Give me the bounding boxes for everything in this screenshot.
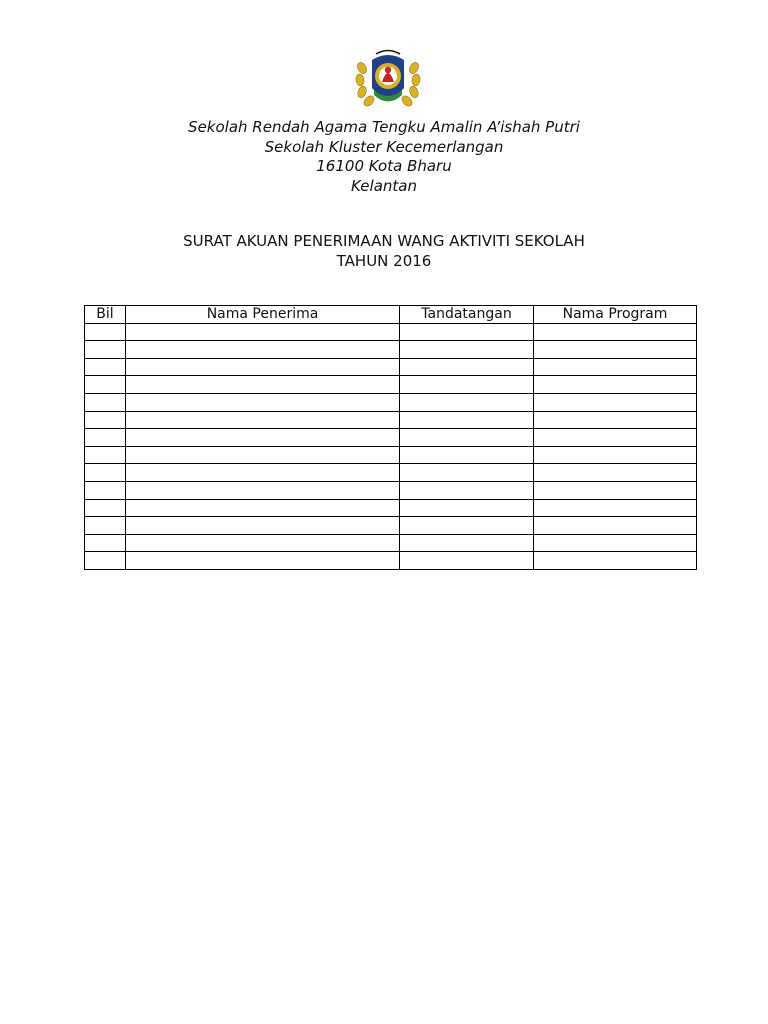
table-cell[interactable] xyxy=(126,341,400,359)
table-cell[interactable] xyxy=(85,499,126,517)
table-row xyxy=(85,376,697,394)
table-cell[interactable] xyxy=(534,499,697,517)
table-row xyxy=(85,323,697,341)
table-cell[interactable] xyxy=(534,481,697,499)
table-row xyxy=(85,411,697,429)
table-cell[interactable] xyxy=(400,429,534,447)
title-line-1: SURAT AKUAN PENERIMAAN WANG AKTIVITI SEKOLAH xyxy=(183,232,585,250)
table-cell[interactable] xyxy=(400,499,534,517)
table-cell[interactable] xyxy=(400,481,534,499)
table-cell[interactable] xyxy=(400,446,534,464)
table-header-row xyxy=(85,306,697,324)
table-cell[interactable] xyxy=(85,464,126,482)
table-cell[interactable] xyxy=(534,358,697,376)
table-row xyxy=(85,446,697,464)
table-cell[interactable] xyxy=(400,534,534,552)
table-cell[interactable] xyxy=(534,429,697,447)
table-cell[interactable] xyxy=(85,376,126,394)
table-cell[interactable] xyxy=(400,517,534,535)
table-cell[interactable] xyxy=(126,376,400,394)
table-cell[interactable] xyxy=(126,358,400,376)
table-cell[interactable] xyxy=(126,552,400,570)
table-row xyxy=(85,393,697,411)
table-cell[interactable] xyxy=(534,393,697,411)
table-row xyxy=(85,499,697,517)
school-category: Sekolah Kluster Kecemerlangan xyxy=(264,137,504,156)
table-cell[interactable] xyxy=(126,429,400,447)
title-line-2: TAHUN 2016 xyxy=(336,252,432,270)
table-cell[interactable] xyxy=(85,393,126,411)
table-cell[interactable] xyxy=(400,358,534,376)
school-address-block xyxy=(0,118,768,196)
table-cell[interactable] xyxy=(85,323,126,341)
table-cell[interactable] xyxy=(534,341,697,359)
table-cell[interactable] xyxy=(400,376,534,394)
document-title xyxy=(0,231,768,271)
table-cell[interactable] xyxy=(126,499,400,517)
table-cell[interactable] xyxy=(400,552,534,570)
table-cell[interactable] xyxy=(85,429,126,447)
table-row xyxy=(85,358,697,376)
table-cell[interactable] xyxy=(534,376,697,394)
table-cell[interactable] xyxy=(534,534,697,552)
state: Kelantan xyxy=(351,176,417,195)
table-cell[interactable] xyxy=(534,323,697,341)
table-cell[interactable] xyxy=(126,323,400,341)
table-cell[interactable] xyxy=(534,446,697,464)
table-cell[interactable] xyxy=(126,446,400,464)
receipt-table xyxy=(84,305,697,570)
table-row xyxy=(85,517,697,535)
table-row xyxy=(85,429,697,447)
table-cell[interactable] xyxy=(85,534,126,552)
table-cell[interactable] xyxy=(85,517,126,535)
table-cell[interactable] xyxy=(126,517,400,535)
postcode-city: 16100 Kota Bharu xyxy=(316,157,452,175)
table-row xyxy=(85,534,697,552)
table-cell[interactable] xyxy=(126,481,400,499)
column-header-nama-penerima: Nama Penerima xyxy=(126,306,400,324)
table-cell[interactable] xyxy=(85,481,126,499)
table-cell[interactable] xyxy=(400,464,534,482)
column-header-nama-program: Nama Program xyxy=(534,306,697,324)
table-cell[interactable] xyxy=(534,464,697,482)
table-cell[interactable] xyxy=(126,464,400,482)
table-cell[interactable] xyxy=(534,517,697,535)
table-cell[interactable] xyxy=(85,552,126,570)
table-cell[interactable] xyxy=(126,534,400,552)
table-cell[interactable] xyxy=(400,411,534,429)
column-header-bil: Bil xyxy=(85,306,126,324)
table-cell[interactable] xyxy=(400,393,534,411)
table-cell[interactable] xyxy=(400,341,534,359)
column-header-tandatangan: Tandatangan xyxy=(400,306,534,324)
table-row xyxy=(85,341,697,359)
table-cell[interactable] xyxy=(85,341,126,359)
table-cell[interactable] xyxy=(400,323,534,341)
school-crest-icon xyxy=(352,46,424,114)
table-cell[interactable] xyxy=(126,411,400,429)
table-row xyxy=(85,464,697,482)
table-cell[interactable] xyxy=(85,411,126,429)
table-row xyxy=(85,552,697,570)
table-cell[interactable] xyxy=(126,393,400,411)
school-name: Sekolah Rendah Agama Tengku Amalin A’ishah Putri xyxy=(188,118,580,136)
table-row xyxy=(85,481,697,499)
table-cell[interactable] xyxy=(85,358,126,376)
table-cell[interactable] xyxy=(85,446,126,464)
table-cell[interactable] xyxy=(534,411,697,429)
table-cell[interactable] xyxy=(534,552,697,570)
